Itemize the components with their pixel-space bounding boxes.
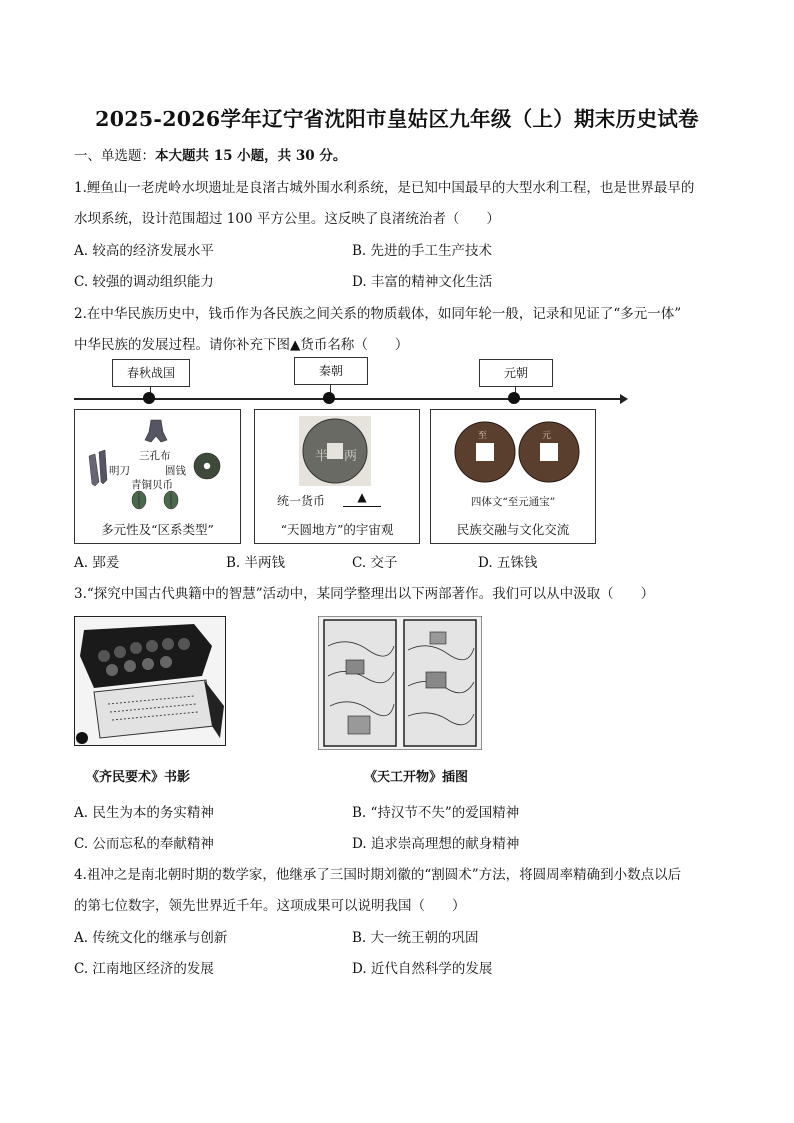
q1-stem-line2: 水坝系统，设计范围超过 100 平方公里。这反映了良渚统治者（ ） — [74, 211, 500, 227]
q3-option-a[interactable]: A. 民生为本的务实精神 — [74, 805, 214, 821]
sankongbu-coin-icon — [145, 420, 167, 442]
timeline-axis — [74, 398, 624, 400]
q2-option-b[interactable]: B. 半两钱 — [226, 555, 286, 571]
image-caption-tiangong: 《天工开物》插图 — [364, 770, 469, 785]
blank-triangle-marker: ▲ — [357, 490, 367, 504]
q3-option-c[interactable]: C. 公而忘私的奉献精神 — [74, 836, 214, 852]
label-beibi: 青铜贝币 — [131, 479, 173, 491]
era-label-chunqiu: 春秋战国 — [112, 359, 190, 387]
zhiyuan-coins-illustration — [431, 410, 595, 490]
era-label-qin: 秦朝 — [294, 357, 368, 385]
q4-option-b[interactable]: B. 大一统王朝的巩固 — [352, 930, 479, 946]
mingdao-coin-icon — [99, 450, 107, 484]
q3-option-b[interactable]: B. “持汉节不失”的爱国精神 — [352, 805, 520, 821]
tiangong-kaiwu-illustration — [318, 616, 482, 750]
q4-stem-line2: 的第七位数字，领先世界近千年。这项成果可以说明我国（ ） — [74, 898, 466, 914]
timeline-dot — [143, 392, 155, 404]
panel-caption: “天圆地方”的宇宙观 — [280, 522, 394, 537]
q4-option-d[interactable]: D. 近代自然科学的发展 — [352, 961, 493, 977]
q2-stem-line1: 2.在中华民族历史中，钱币作为各民族之间关系的物质载体，如同年轮一般，记录和见证了“多元一体” — [74, 306, 682, 322]
image-caption-qimin: 《齐民要术》书影 — [86, 770, 191, 785]
q1-stem-line1: 1.鲤鱼山一老虎岭水坝遗址是良渚古城外围水利系统，是已知中国最早的大型水利工程，也是世界最早的 — [74, 180, 695, 196]
q2-option-d[interactable]: D. 五铢钱 — [478, 555, 538, 571]
mingdao-coin-icon — [89, 454, 99, 486]
coin-panel-chunqiu — [74, 409, 241, 544]
q2-stem-line2: 中华民族的发展过程。请你补充下图▲货币名称（ ） — [74, 337, 409, 353]
svg-text:两: 两 — [344, 449, 358, 464]
section-desc: 本大题共 15 小题，共 30 分。 — [155, 148, 347, 164]
panel-caption: 多元性及“区系类型” — [101, 522, 214, 537]
label-zhiyuan: 四体文“至元通宝” — [470, 496, 556, 508]
q1-option-a[interactable]: A. 较高的经济发展水平 — [74, 243, 214, 259]
q2-option-c[interactable]: C. 交子 — [352, 555, 398, 571]
svg-text:至: 至 — [478, 431, 488, 441]
qimin-yaoshu-book-image — [74, 616, 226, 746]
q4-option-c[interactable]: C. 江南地区经济的发展 — [74, 961, 214, 977]
coin-panel-yuan — [430, 409, 596, 544]
q3-option-d[interactable]: D. 追求崇高理想的献身精神 — [352, 836, 520, 852]
svg-text:半: 半 — [315, 449, 329, 464]
era-label-yuan: 元朝 — [479, 359, 553, 387]
timeline-arrowhead — [620, 394, 628, 404]
label-yuanqian: 圆钱 — [165, 465, 186, 477]
q3-stem-line1: 3.“探究中国古代典籍中的智慧”活动中，某同学整理出以下两部著作。我们可以从中汲取（ ） — [74, 586, 655, 602]
section-label: 一、单选题： — [74, 148, 155, 164]
panel-caption: 民族交融与文化交流 — [456, 522, 570, 537]
q2-option-a[interactable]: A. 郢爰 — [74, 555, 120, 571]
section-heading — [74, 144, 346, 164]
blank-underline — [343, 506, 381, 507]
timeline-dot — [323, 392, 335, 404]
label-mingdao: 明刀 — [109, 465, 130, 477]
timeline-dot — [508, 392, 520, 404]
banliang-coin-illustration — [255, 410, 419, 490]
exam-title: 2025-2026学年辽宁省沈阳市皇姑区九年级（上）期末历史试卷 — [95, 107, 699, 131]
q4-stem-line1: 4.祖冲之是南北朝时期的数学家，他继承了三国时期刘徽的“割圆术”方法，将圆周率精确到小数点以后 — [74, 867, 682, 883]
label-sankongbu: 三孔布 — [139, 450, 171, 462]
q1-option-b[interactable]: B. 先进的手工生产技术 — [352, 243, 493, 259]
q4-option-a[interactable]: A. 传统文化的继承与创新 — [74, 930, 228, 946]
svg-text:元: 元 — [542, 431, 552, 441]
q1-option-c[interactable]: C. 较强的调动组织能力 — [74, 274, 214, 290]
q1-option-d[interactable]: D. 丰富的精神文化生活 — [352, 274, 493, 290]
label-unified-currency: 统一货币 — [277, 494, 326, 508]
coin-panel-qin — [254, 409, 420, 544]
